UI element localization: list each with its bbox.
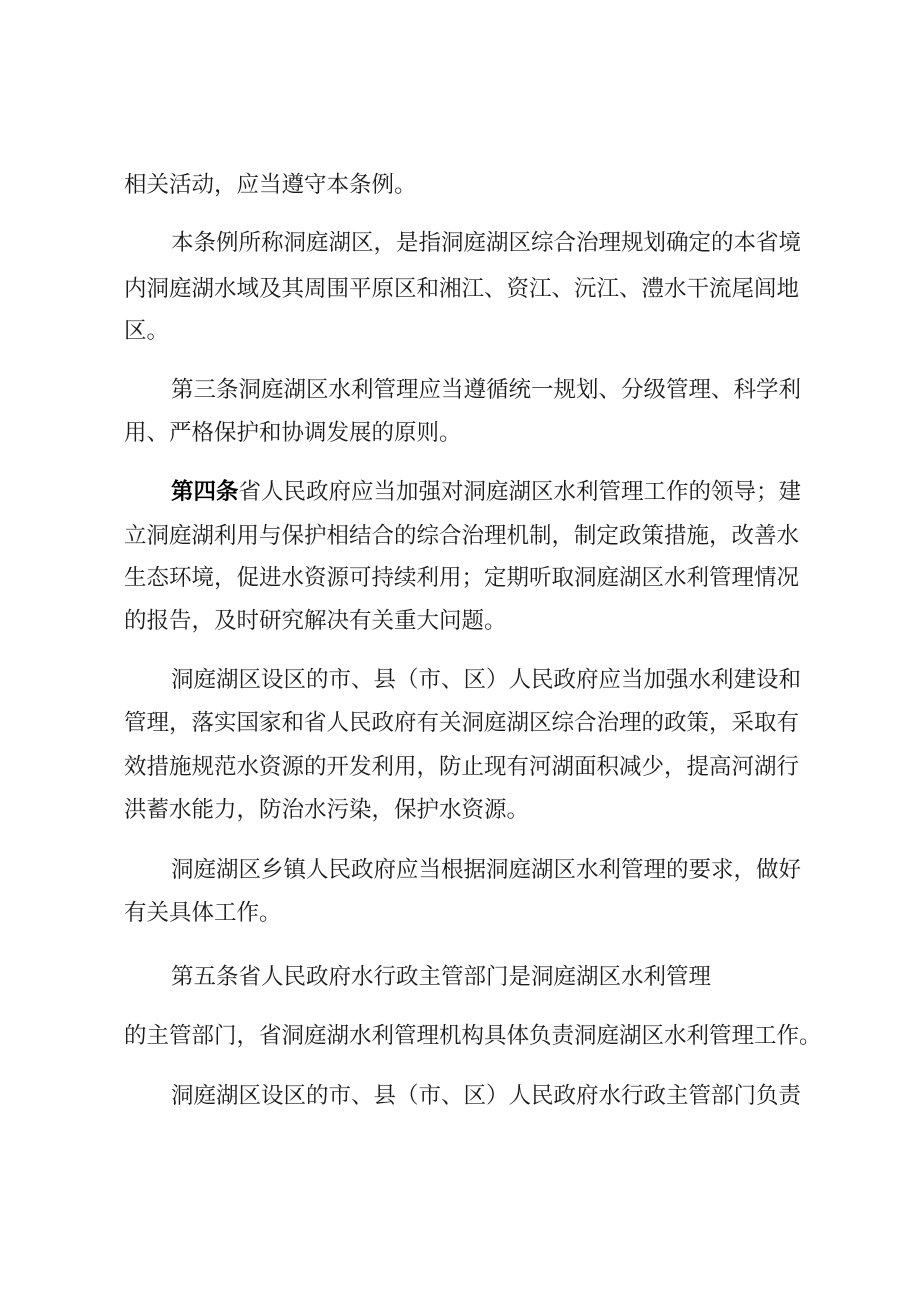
text-line: 相关活动，应当遵守本条例。	[124, 172, 417, 198]
text-line: 立洞庭湖利用与保护相结合的综合治理机制，制定政策措施，改善水	[124, 523, 800, 549]
text-line: 的报告，及时研究解决有关重大问题。	[124, 608, 507, 634]
text-line: 第三条洞庭湖区水利管理应当遵循统一规划、分级管理、科学利	[171, 377, 802, 403]
text-line: 洞庭湖区设区的市、县（市、区）人民政府水行政主管部门负责	[171, 1083, 802, 1109]
text-line: 生态环境，促进水资源可持续利用；定期听取洞庭湖区水利管理情况	[124, 565, 800, 591]
article-text: 省人民政府应当加强对洞庭湖区水利管理工作的领导；建	[238, 479, 802, 505]
text-line: 洪蓄水能力，防治水污染，保护水资源。	[124, 797, 530, 823]
text-line: 洞庭湖区设区的市、县（市、区）人民政府应当加强水利建设和	[171, 667, 802, 693]
text-line: 内洞庭湖水域及其周围平原区和湘江、资江、沅江、澧水干流尾闾地	[124, 276, 800, 302]
text-line: 洞庭湖区乡镇人民政府应当根据洞庭湖区水利管理的要求，做好	[171, 857, 802, 883]
text-line: 效措施规范水资源的开发利用，防止现有河湖面积减少，提高河湖行	[124, 754, 800, 780]
text-line: 第五条省人民政府水行政主管部门是洞庭湖区水利管理	[171, 964, 712, 990]
text-line: 管理，落实国家和省人民政府有关洞庭湖区综合治理的政策，采取有	[124, 710, 800, 736]
text-line: 区。	[124, 318, 170, 344]
text-line: 有关具体工作。	[124, 900, 282, 926]
article-heading: 第四条	[171, 479, 239, 505]
text-line: 用、严格保护和协调发展的原则。	[124, 420, 462, 446]
text-line: 本条例所称洞庭湖区，是指洞庭湖区综合治理规划确定的本省境	[171, 230, 802, 256]
text-line	[171, 477, 801, 507]
text-line: 的主管部门，省洞庭湖水利管理机构具体负责洞庭湖区水利管理工作。	[124, 1023, 822, 1049]
